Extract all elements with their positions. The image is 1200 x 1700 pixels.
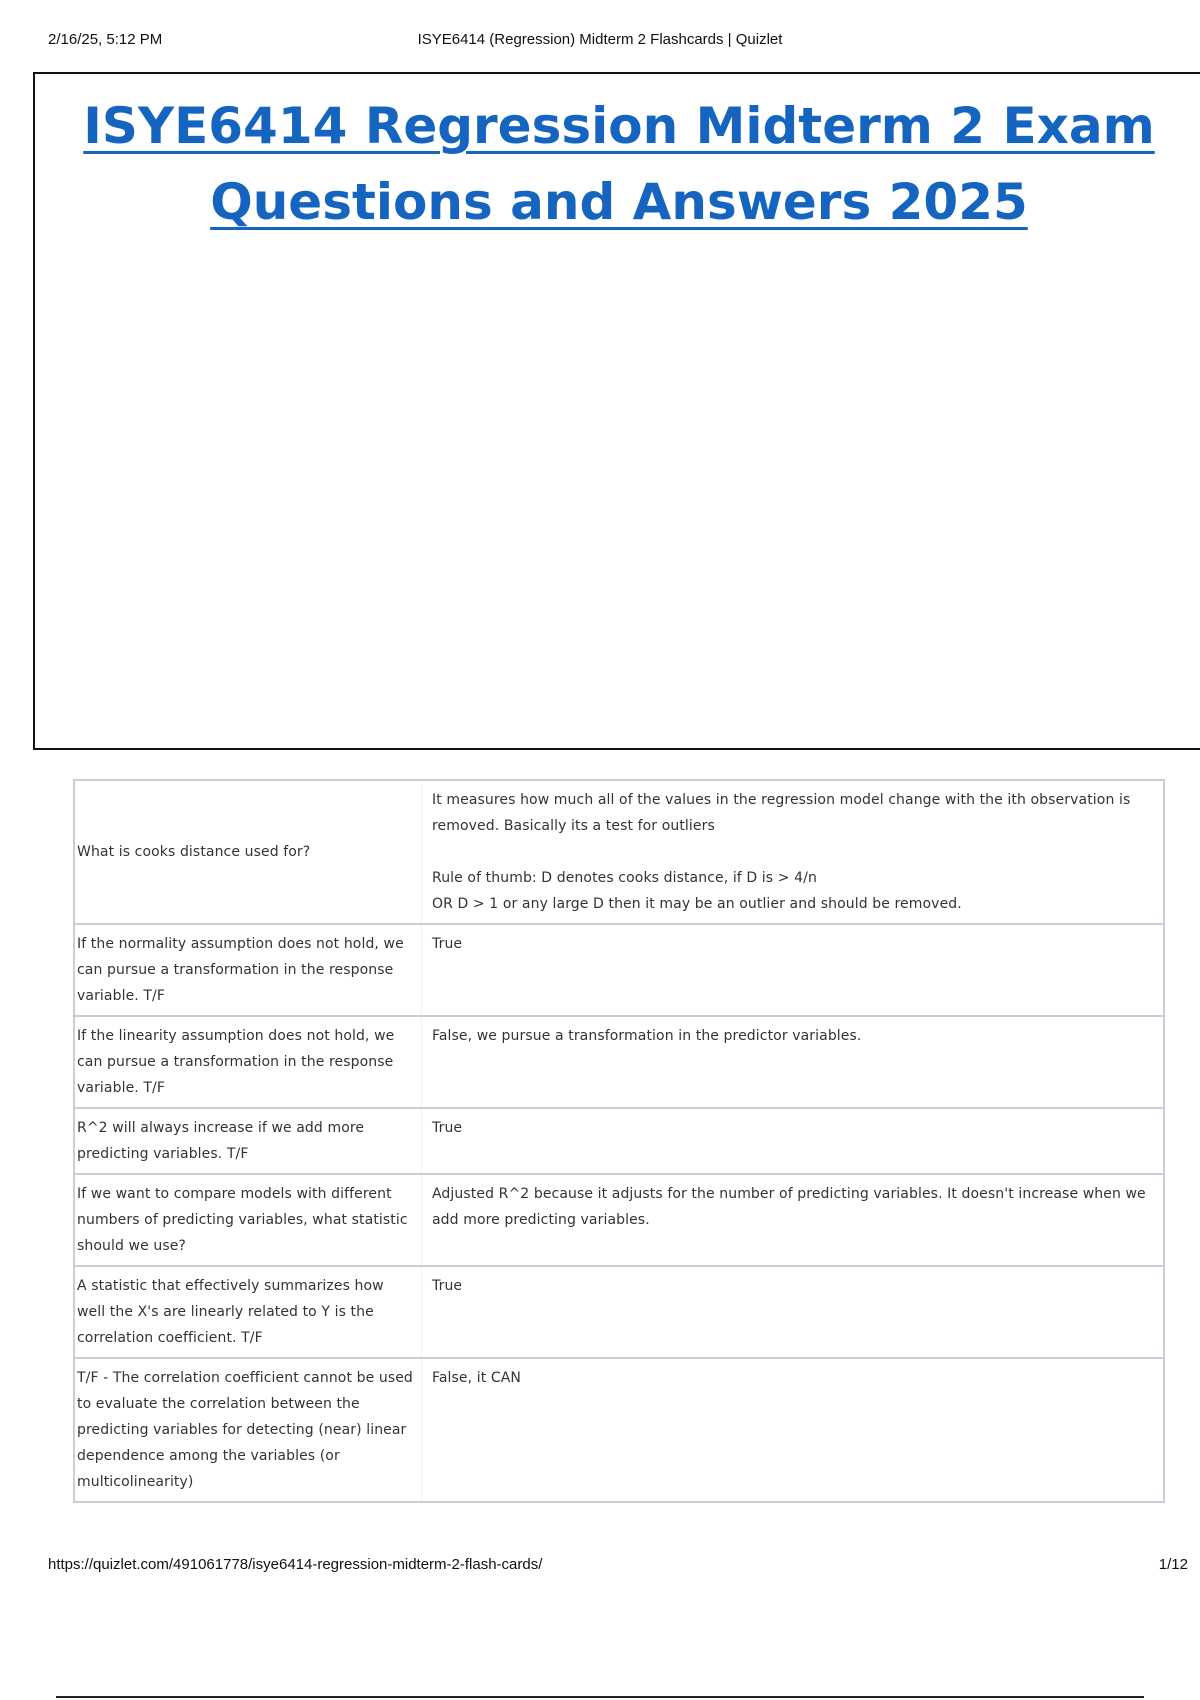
print-date: 2/16/25, 5:12 PM bbox=[48, 31, 163, 48]
flashcard-term: If the linearity assumption does not hold, we can pursue a transformation in the response variable. T/F bbox=[74, 1016, 422, 1108]
flashcard-row bbox=[74, 1016, 1164, 1108]
flashcard-definition: False, it CAN bbox=[422, 1358, 1165, 1502]
definition-spacer bbox=[432, 839, 1147, 865]
flashcard-row bbox=[74, 1108, 1164, 1174]
page-number: 1/12 bbox=[1158, 1556, 1188, 1573]
flashcard-definition: True bbox=[422, 924, 1165, 1016]
cover-title bbox=[35, 88, 1200, 240]
flashcard-table bbox=[73, 779, 1165, 1503]
flashcard-definition bbox=[422, 780, 1165, 924]
flashcard-row bbox=[74, 780, 1164, 924]
definition-line: Rule of thumb: D denotes cooks distance, if D is > 4/n bbox=[432, 870, 817, 886]
flashcard-term: R^2 will always increase if we add more predicting variables. T/F bbox=[74, 1108, 422, 1174]
flashcard-term: T/F - The correlation coefficient cannot be used to evaluate the correlation between the predicting variables for detecting (near) linear dependence among the variables (or multicolinearity) bbox=[74, 1358, 422, 1502]
page-url: https://quizlet.com/491061778/isye6414-regression-midterm-2-flash-cards/ bbox=[48, 1556, 543, 1573]
definition-line: OR D > 1 or any large D then it may be an outlier and should be removed. bbox=[432, 896, 962, 912]
flashcard-definition: True bbox=[422, 1108, 1165, 1174]
cover-title-line-2: Questions and Answers 2025 bbox=[210, 173, 1028, 231]
bottom-divider bbox=[56, 1696, 1144, 1698]
print-header bbox=[0, 28, 1200, 52]
cover-box bbox=[33, 72, 1200, 750]
flashcard-row bbox=[74, 924, 1164, 1016]
print-footer bbox=[0, 1556, 1200, 1580]
flashcard-term: A statistic that effectively summarizes how well the X's are linearly related to Y is the correlation coefficient. T/F bbox=[74, 1266, 422, 1358]
flashcard-term: What is cooks distance used for? bbox=[74, 780, 422, 924]
cover-title-line-1: ISYE6414 Regression Midterm 2 Exam bbox=[83, 97, 1155, 155]
flashcard-definition: Adjusted R^2 because it adjusts for the number of predicting variables. It doesn't increase when we add more predicting variables. bbox=[422, 1174, 1165, 1266]
flashcard-row bbox=[74, 1358, 1164, 1502]
flashcard-definition: True bbox=[422, 1266, 1165, 1358]
flashcard-term: If the normality assumption does not hold, we can pursue a transformation in the response variable. T/F bbox=[74, 924, 422, 1016]
flashcard-row bbox=[74, 1174, 1164, 1266]
flashcard-row bbox=[74, 1266, 1164, 1358]
print-page-title: ISYE6414 (Regression) Midterm 2 Flashcards | Quizlet bbox=[417, 31, 783, 48]
definition-line: It measures how much all of the values in the regression model change with the ith observation is removed. Basically its a test for outliers bbox=[432, 792, 1135, 834]
flashcard-definition: False, we pursue a transformation in the predictor variables. bbox=[422, 1016, 1165, 1108]
flashcard-term: If we want to compare models with different numbers of predicting variables, what statistic should we use? bbox=[74, 1174, 422, 1266]
